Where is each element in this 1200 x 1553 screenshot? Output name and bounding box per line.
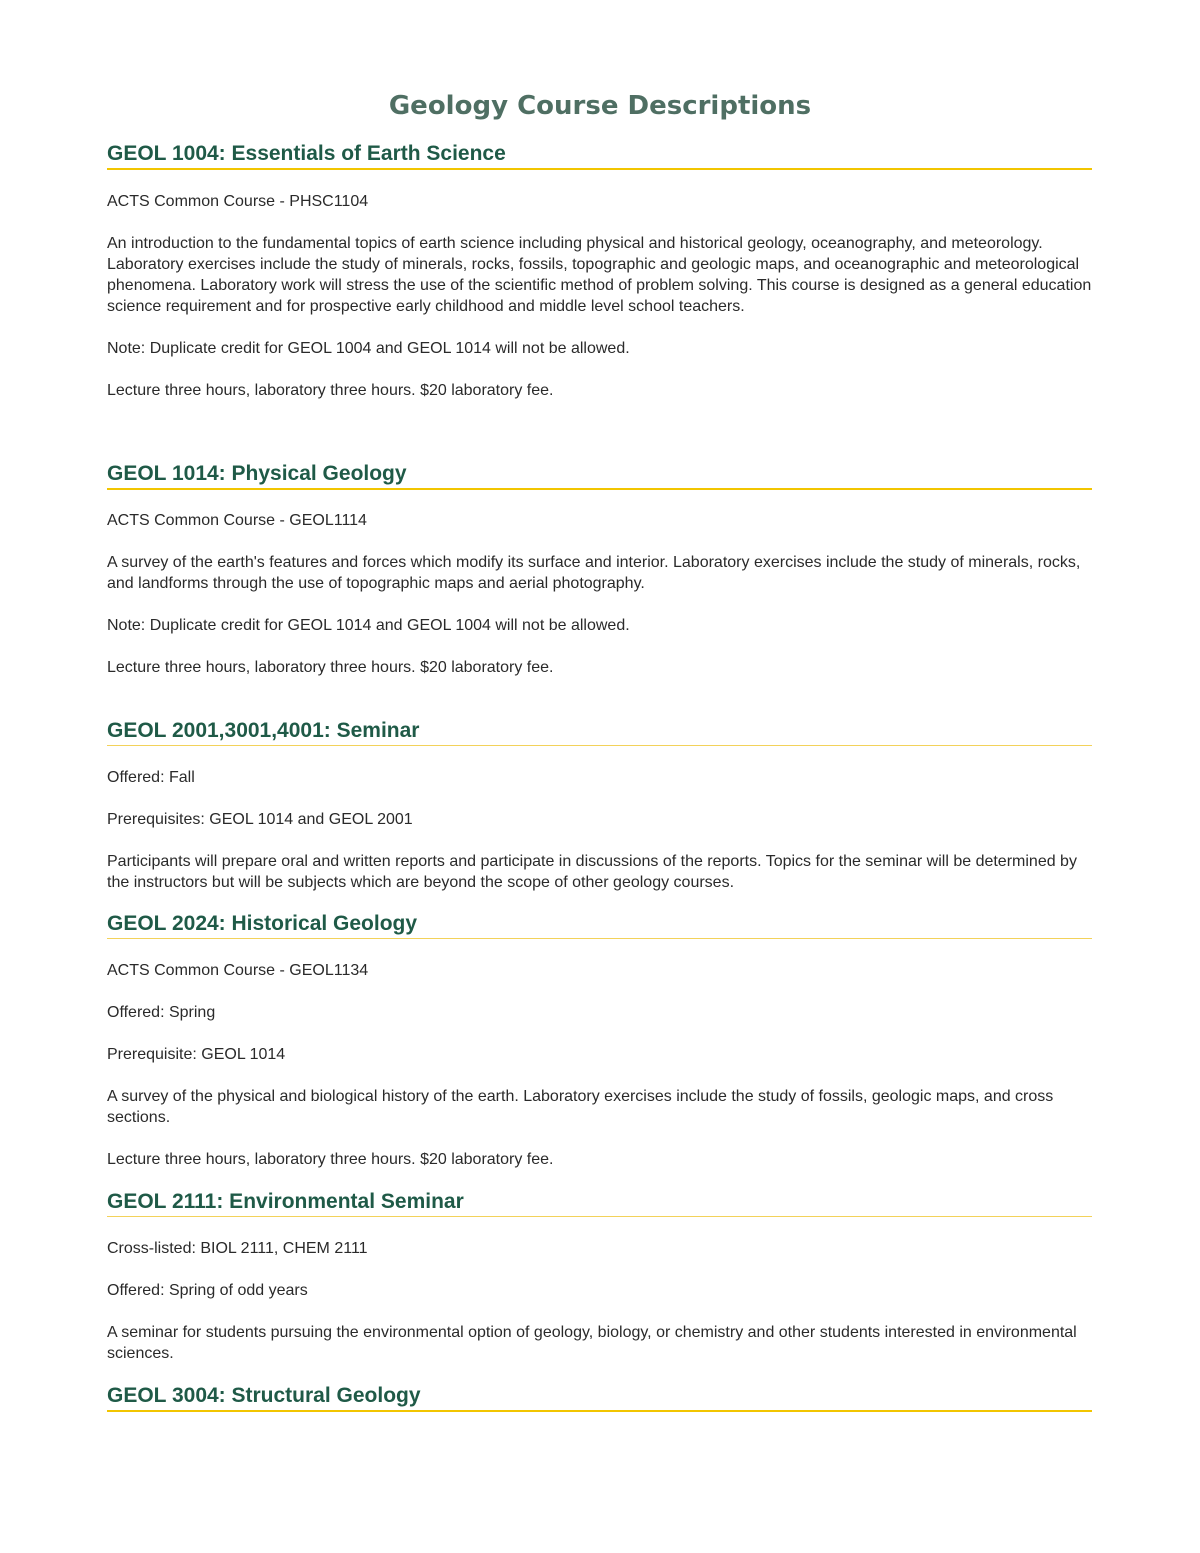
course-section <box>107 461 1092 678</box>
course-description: Participants will prepare oral and written reports and participate in discussions of the reports. Topics for the seminar will be determined by the instructors but will be subjects which are beyond the scope of other geology courses. <box>107 853 1077 891</box>
course-note: Note: Duplicate credit for GEOL 1004 and GEOL 1014 will not be allowed. <box>107 340 630 357</box>
course-prerequisites: Prerequisite: GEOL 1014 <box>107 1046 286 1063</box>
course-heading: GEOL 2111: Environmental Seminar <box>107 1189 1092 1217</box>
course-section <box>107 141 1092 401</box>
course-lecture-info: Lecture three hours, laboratory three hours. $20 laboratory fee. <box>107 382 554 399</box>
course-heading: GEOL 3004: Structural Geology <box>107 1383 1092 1412</box>
course-section <box>107 1189 1092 1364</box>
course-description: A survey of the physical and biological history of the earth. Laboratory exercises include the study of fossils, geologic maps, and cross sections. <box>107 1088 1054 1126</box>
course-heading: GEOL 1004: Essentials of Earth Science <box>107 141 1092 170</box>
course-description: An introduction to the fundamental topics of earth science including physical and historical geology, oceanography, and meteorology. Laboratory exercises include the study of minerals, rocks, fossils, topographic and geologic maps, and oceanographic and meteorological phenomena. Laboratory work will stress the use of the scientific method of problem solving. This course is designed as a general education science requirement and for prospective early childhood and middle level school teachers. <box>107 235 1092 315</box>
course-lecture-info: Lecture three hours, laboratory three hours. $20 laboratory fee. <box>107 659 554 676</box>
course-description: A survey of the earth's features and forces which modify its surface and interior. Laboratory exercises include the study of minerals, rocks, and landforms through the use of topographic maps and aerial photography. <box>107 554 1081 592</box>
course-section <box>107 718 1092 893</box>
course-offered: Offered: Spring <box>107 1004 216 1021</box>
course-heading: GEOL 2001,3001,4001: Seminar <box>107 718 1092 746</box>
course-section <box>107 1383 1092 1412</box>
course-offered: Offered: Spring of odd years <box>107 1282 308 1299</box>
page-title: Geology Course Descriptions <box>388 91 812 121</box>
course-prerequisites: Prerequisites: GEOL 1014 and GEOL 2001 <box>107 811 413 828</box>
course-offered: Offered: Fall <box>107 769 195 786</box>
course-acts-line: ACTS Common Course - PHSC1104 <box>107 193 369 210</box>
course-note: Note: Duplicate credit for GEOL 1014 and GEOL 1004 will not be allowed. <box>107 617 630 634</box>
course-heading: GEOL 2024: Historical Geology <box>107 911 1092 939</box>
course-acts-line: ACTS Common Course - GEOL1134 <box>107 962 369 979</box>
course-cross-listed: Cross-listed: BIOL 2111, CHEM 2111 <box>107 1240 368 1257</box>
course-acts-line: ACTS Common Course - GEOL1114 <box>107 512 367 529</box>
course-section <box>107 911 1092 1170</box>
course-lecture-info: Lecture three hours, laboratory three hours. $20 laboratory fee. <box>107 1151 554 1168</box>
course-heading: GEOL 1014: Physical Geology <box>107 461 1092 490</box>
course-description: A seminar for students pursuing the environmental option of geology, biology, or chemistry and other students interested in environmental sciences. <box>107 1324 1077 1362</box>
